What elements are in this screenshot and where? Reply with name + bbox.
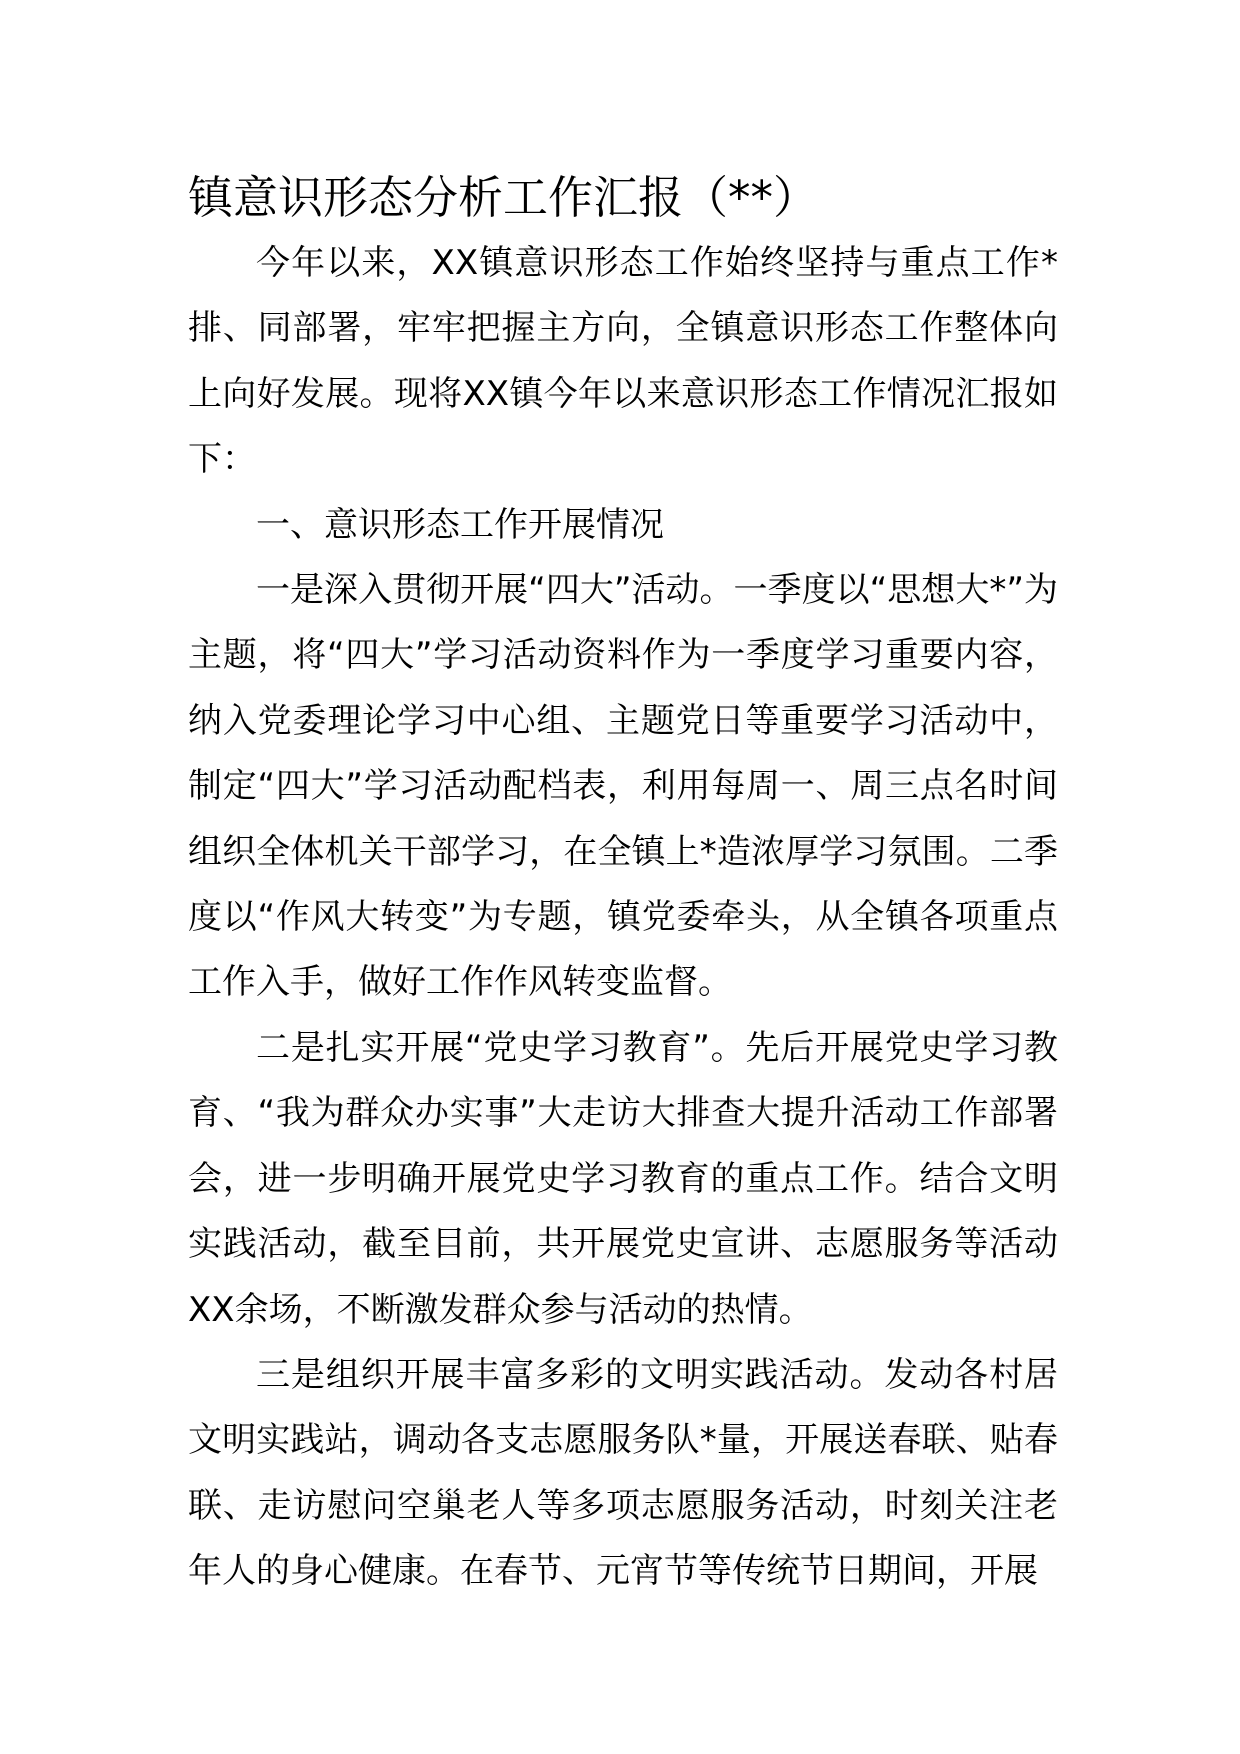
document-title: 镇意识形态分析工作汇报（**） (188, 171, 819, 224)
intro-paragraph: 今年以来，XX镇意识形态工作始终坚持与重点工作*排、同部署，牢牢把握主方向，全镇意识形态工作整体向上向好发展。现将XX镇今年以来意识形态工作情况汇报如下： (188, 243, 1058, 480)
body-paragraph-1: 一是深入贯彻开展“四大”活动。一季度以“思想大*”为主题，将“四大”学习活动资料作为一季度学习重要内容，纳入党委理论学习中心组、主题党日等重要学习活动中，制定“四大”学习活动配档表，利用每周一、周三点名时间组织全体机关干部学习，在全镇上*造浓厚学习氛围。二季度以“作风大转变”为专题，镇党委牵头，从全镇各项重点工作入手，做好工作作风转变监督。 (188, 570, 1058, 1003)
section-heading: 一、意识形态工作开展情况 (256, 504, 664, 545)
body-paragraph-3: 三是组织开展丰富多彩的文明实践活动。发动各村居文明实践站，调动各支志愿服务队*量，开展送春联、贴春联、走访慰问空巢老人等多项志愿服务活动，时刻关注老年人的身心健康。在春节、元宵节等传统节日期间，开展 (188, 1354, 1058, 1592)
body-paragraph-2: 二是扎实开展“党史学习教育”。先后开展党史学习教育、“我为群众办实事”大走访大排查大提升活动工作部署会，进一步明确开展党史学习教育的重点工作。结合文明实践活动，截至目前，共开展党史宣讲、志愿服务等活动XX余场，不断激发群众参与活动的热情。 (188, 1027, 1058, 1330)
document-page (188, 165, 1058, 1605)
